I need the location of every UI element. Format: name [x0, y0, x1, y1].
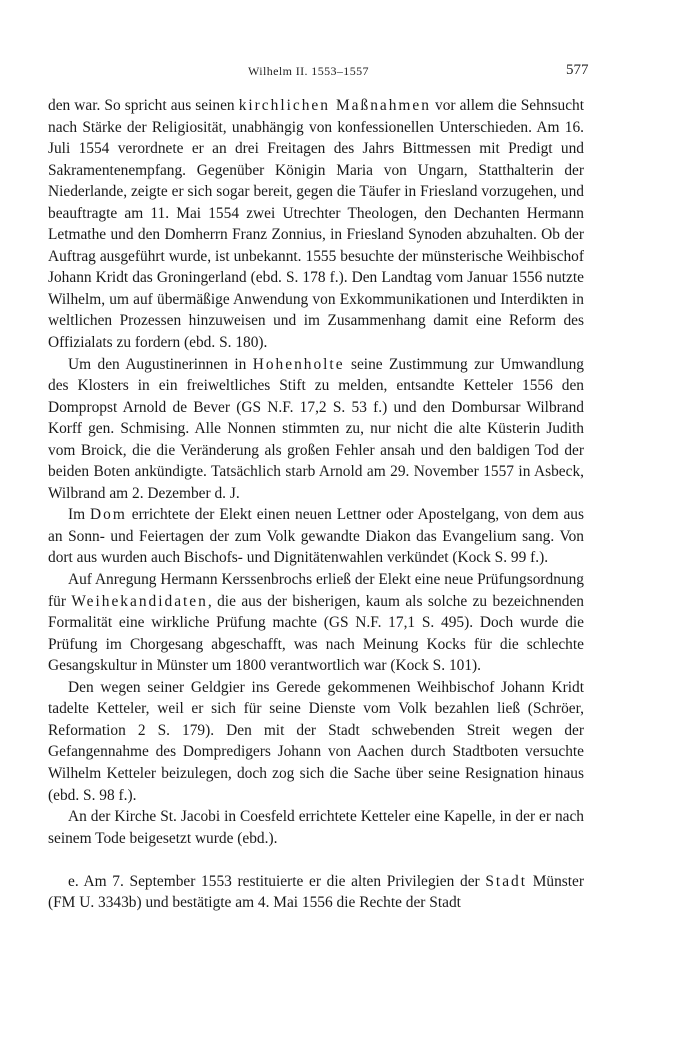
- text-run: Im: [68, 506, 91, 524]
- text-run: An der Kirche St. Jacobi in Coesfeld errichtete Ketteler eine Kapelle, in der er nach seinem Tode beigesetzt wurde (ebd.).: [48, 808, 584, 847]
- text-run: errichtete der Elekt einen neuen Lettner oder Apostelgang, von dem aus an Sonn- und Feiertagen der zum Volk gewandte Diakon das Evangelium sang. Von dort aus wurden auch Bischofs- und Dignitätenwahlen verkündet (Kock S. 99 f.).: [48, 506, 584, 567]
- body-text: [48, 95, 584, 914]
- spaced-emphasis: kirchlichen Maßnahmen: [238, 97, 431, 114]
- text-run: den war. So spricht aus seinen: [48, 97, 239, 114]
- spaced-emphasis: Hohenholte: [252, 355, 345, 373]
- spaced-emphasis: Stadt: [485, 872, 527, 890]
- paragraph: [48, 504, 584, 569]
- paragraph: [48, 354, 584, 505]
- text-run: Den wegen seiner Geldgier ins Gerede gekommenen Weihbischof Johann Kridt tadelte Ketteler, weil er sich für seine Dienste vom Volk bezahlen ließ (Schröer, Reformation 2 S. 179). Den mit der Stadt schwebenden Streit wegen der Gefangennahme des Dompredigers Johann von Aachen durch Stadtboten versuchte Wilhelm Ketteler beizulegen, doch zog sich die Sache über seine Resignation hinaus (ebd. S. 98 f.).: [48, 678, 584, 804]
- text-run: Auf Anregung Hermann Kerssenbrochs erließ der Elekt eine neue Prüfungsordnung für: [48, 571, 584, 610]
- text-run: e. Am 7. September 1553 restituierte er die alten Privilegien der: [68, 872, 486, 890]
- text-run: seine Zustimmung zur Umwandlung des Klosters in ein freiweltliches Stift zu melden, entsandte Ketteler 1556 den Dompropst Arnold de Bever (GS N.F. 17,2 S. 53 f.) und den Dombursar Wilbrand Korff gen. Schmising. Alle Nonnen stimmten zu, nur nicht die alte Küsterin Judith vom Broick, die die Veränderung als großen Fehler ansah und den baldigen Tod der beiden Boten ankündigte. Tatsächlich starb Arnold am 29. November 1557 in Asbeck, Wilbrand am 2. Dezember d. J.: [48, 355, 584, 502]
- paragraph: [48, 95, 584, 354]
- paragraph: [48, 569, 584, 677]
- text-run: Münster (FM U. 3343b) und bestätigte am 4. Mai 1556 die Rechte der Stadt: [48, 872, 584, 912]
- paragraph: [48, 677, 584, 806]
- spaced-emphasis: Dom: [90, 506, 127, 524]
- text-run: , die aus der bisherigen, kaum als solche zu bezeichnenden Formalität eine wirkliche Prüfung machte (GS N.F. 17,1 S. 495). Doch wurde die Prüfung im Chorgesang abgeschafft, was nach Meinung Kocks für die schlechte Gesangskultur in Münster um 1800 verantwortlich war (Kock S. 101).: [48, 592, 584, 675]
- page-number: 577: [566, 62, 589, 78]
- text-run: Um den Augustinerinnen in: [68, 355, 253, 373]
- paragraph: [48, 806, 584, 849]
- spaced-emphasis: Weihekandidaten: [71, 592, 208, 610]
- paragraph: [48, 871, 584, 914]
- running-head: [0, 62, 700, 82]
- text-run: vor allem die Sehnsucht nach Stärke der Religiosität, unabhängig von konfessionellen Unterschieden. Am 16. Juli 1554 verordnete er an drei Freitagen des Jahrs Bittmessen mit Predigt und Sakramentenempfang. Gegenüber Königin Maria von Ungarn, Statthalterin der Niederlande, zeigte er sich sogar bereit, gegen die Täufer in Friesland vorzugehen, und beauftragte am 11. Mai 1554 zwei Utrechter Theologen, den Dechanten Hermann Letmathe und den Domherrn Franz Zonnius, in Friesland Synoden abzuhalten. Ob der Auftrag ausgeführt wurde, ist unbekannt. 1555 besuchte der münsterische Weihbischof Johann Kridt das Groningerland (ebd. S. 178 f.). Den Landtag vom Januar 1556 nutzte Wilhelm, um auf übermäßige Anwendung von Exkommunikationen und Interdikten in weltlichen Prozessen hinzuweisen und im Zusammenhang damit eine Reform des Offizialats zu fordern (ebd. S. 180).: [48, 97, 584, 352]
- running-title: Wilhelm II. 1553–1557: [248, 64, 369, 78]
